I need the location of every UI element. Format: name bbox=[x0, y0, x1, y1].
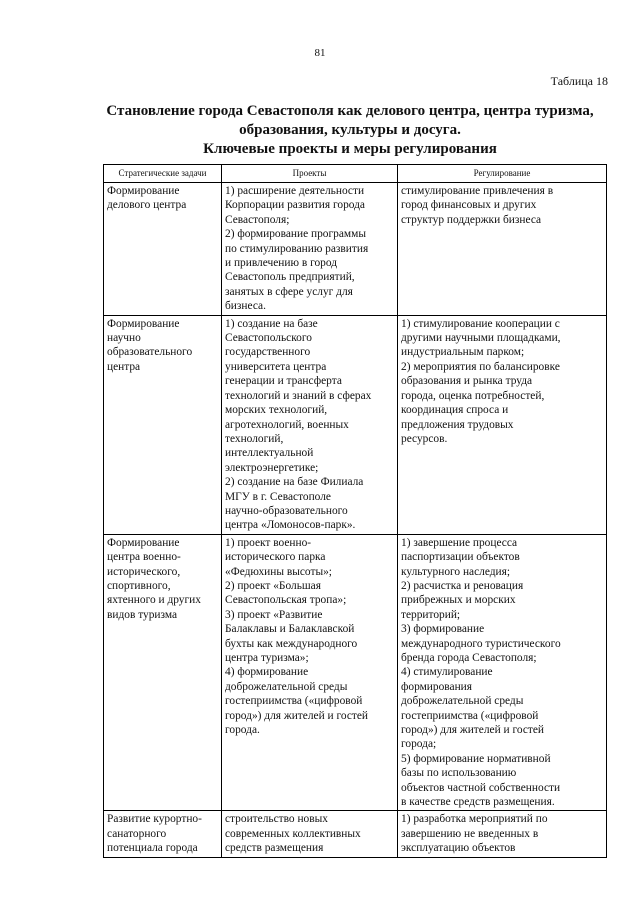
cell-line: 1) разработка мероприятий по bbox=[401, 813, 548, 826]
cell-line: 2) расчистка и реновация bbox=[401, 579, 524, 592]
cell-projects bbox=[222, 534, 398, 811]
cell-line: 4) формирование bbox=[225, 666, 309, 679]
cell-line: город финансовых и других bbox=[401, 199, 537, 212]
cell-line: современных коллективных bbox=[225, 827, 361, 840]
cell-line: государственного bbox=[225, 346, 311, 359]
cell-line: Севастопольского bbox=[225, 332, 312, 345]
cell-regulation bbox=[398, 315, 607, 534]
cell-task bbox=[104, 811, 222, 857]
title-line: Ключевые проекты и меры регулирования bbox=[203, 141, 497, 157]
table-row bbox=[104, 811, 607, 857]
cell-line: морских технологий, bbox=[225, 404, 328, 417]
cell-line: города, оценка потребностей, bbox=[401, 389, 545, 402]
cell-line: центра туризма»; bbox=[225, 652, 309, 664]
cell-line: потенциала города bbox=[107, 842, 198, 855]
cell-line: культурного наследия; bbox=[401, 565, 511, 578]
cell-line: спортивного, bbox=[107, 579, 171, 592]
cell-line: города. bbox=[225, 724, 260, 737]
cell-line: научно bbox=[107, 332, 141, 345]
cell-line: университета центра bbox=[225, 360, 327, 373]
cell-line: генерации и трансферта bbox=[225, 375, 342, 388]
table-row bbox=[104, 183, 607, 316]
cell-line: доброжелательной среды bbox=[401, 695, 524, 708]
cell-regulation bbox=[398, 811, 607, 857]
cell-line: города; bbox=[401, 738, 437, 751]
cell-projects bbox=[222, 183, 398, 316]
cell-line: формирования bbox=[401, 680, 473, 693]
cell-line: научно-образовательного bbox=[225, 504, 348, 517]
cell-line: яхтенного и других bbox=[107, 594, 201, 607]
cell-line: и привлечению в город bbox=[225, 257, 338, 270]
cell-line: электроэнергетике; bbox=[225, 461, 319, 474]
cell-line: Формирование bbox=[107, 317, 180, 330]
cell-line: в качестве средств размещения. bbox=[401, 796, 555, 809]
cell-task bbox=[104, 183, 222, 316]
cell-line: город») для жителей и гостей bbox=[401, 724, 545, 737]
cell-line: предложения трудовых bbox=[401, 418, 514, 431]
table-label: Таблица 18 bbox=[550, 74, 608, 88]
cell-line: центра bbox=[107, 360, 141, 373]
cell-line: видов туризма bbox=[107, 608, 178, 621]
page-number: 81 bbox=[314, 47, 326, 59]
cell-line: образования и рынка труда bbox=[401, 375, 533, 388]
header-regulation: Регулирование bbox=[398, 165, 607, 183]
cell-line: 2) формирование программы bbox=[225, 228, 366, 241]
cell-line: индустриальным парком; bbox=[401, 346, 525, 359]
cell-line: Севастополя; bbox=[225, 213, 290, 226]
cell-line: «Федюхины высоты»; bbox=[225, 565, 332, 578]
cell-line: город») для жителей и гостей bbox=[225, 709, 369, 722]
cell-regulation bbox=[398, 534, 607, 811]
table-header-row bbox=[104, 165, 607, 183]
cell-line: бухты как международного bbox=[225, 637, 358, 650]
cell-line: прибрежных и морских bbox=[401, 594, 516, 607]
cell-line: 4) стимулирование bbox=[401, 666, 493, 679]
table-row bbox=[104, 315, 607, 534]
cell-line: агротехнологий, военных bbox=[225, 418, 349, 431]
cell-line: 1) расширение деятельности bbox=[225, 185, 365, 197]
cell-task bbox=[104, 534, 222, 811]
cell-line: исторического парка bbox=[225, 551, 326, 564]
cell-line: 1) стимулирование кооперации с bbox=[401, 317, 560, 330]
header-tasks: Стратегические задачи bbox=[104, 165, 222, 183]
header-projects: Проекты bbox=[222, 165, 398, 183]
cell-line: бизнеса. bbox=[225, 300, 266, 313]
cell-line: 3) проект «Развитие bbox=[225, 608, 323, 621]
cell-line: строительство новых bbox=[225, 813, 328, 826]
cell-line: 2) проект «Большая bbox=[225, 579, 321, 592]
cell-line: другими научными площадками, bbox=[401, 332, 561, 345]
cell-line: центра военно- bbox=[107, 551, 181, 564]
cell-line: образовательного bbox=[107, 346, 193, 359]
cell-line: гостеприимства («цифровой bbox=[401, 709, 539, 722]
cell-line: Севастополь предприятий, bbox=[225, 271, 355, 284]
cell-line: средств размещения bbox=[225, 842, 324, 855]
cell-line: интеллектуальной bbox=[225, 447, 314, 460]
cell-line: ресурсов. bbox=[401, 432, 448, 445]
cell-line: завершению не введенных в bbox=[401, 827, 539, 840]
cell-line: технологий, bbox=[225, 432, 284, 445]
cell-line: 2) мероприятия по балансировке bbox=[401, 360, 560, 373]
title-line: Становление города Севастополя как делового центра, центра туризма, bbox=[106, 103, 594, 119]
cell-line: гостеприимства («цифровой bbox=[225, 695, 363, 708]
projects-table bbox=[103, 164, 607, 858]
cell-line: исторического, bbox=[107, 565, 181, 578]
cell-line: делового центра bbox=[107, 199, 187, 212]
cell-line: координация спроса и bbox=[401, 404, 509, 417]
cell-line: занятых в сфере услуг для bbox=[225, 285, 353, 298]
cell-line: структур поддержки бизнеса bbox=[401, 213, 542, 226]
cell-line: паспортизации объектов bbox=[401, 551, 520, 564]
cell-line: Формирование bbox=[107, 185, 180, 197]
cell-line: по стимулированию развития bbox=[225, 242, 369, 255]
cell-line: объектов частной собственности bbox=[401, 781, 561, 794]
cell-line: Корпорации развития города bbox=[225, 199, 365, 212]
cell-line: 1) завершение процесса bbox=[401, 536, 518, 549]
table-row bbox=[104, 534, 607, 811]
cell-line: территорий; bbox=[401, 608, 461, 621]
table-title bbox=[90, 102, 610, 159]
cell-line: доброжелательной среды bbox=[225, 680, 348, 693]
cell-regulation bbox=[398, 183, 607, 316]
cell-line: Балаклавы и Балаклавской bbox=[225, 623, 355, 636]
cell-line: международного туристического bbox=[401, 637, 561, 650]
cell-projects bbox=[222, 315, 398, 534]
cell-line: технологий и знаний в сферах bbox=[225, 389, 372, 402]
cell-line: базы по использованию bbox=[401, 767, 517, 780]
title-line: образования, культуры и досуга. bbox=[239, 122, 461, 138]
cell-line: 2) создание на базе Филиала bbox=[225, 476, 364, 489]
cell-task bbox=[104, 315, 222, 534]
cell-line: 1) создание на базе bbox=[225, 317, 318, 330]
cell-line: стимулирование привлечения в bbox=[401, 185, 554, 197]
cell-line: бренда города Севастополя; bbox=[401, 652, 537, 664]
cell-line: 1) проект военно- bbox=[225, 536, 312, 549]
cell-line: Севастопольская тропа»; bbox=[225, 594, 347, 607]
cell-line: Развитие курортно- bbox=[107, 813, 202, 826]
cell-line: МГУ в г. Севастополе bbox=[225, 490, 331, 503]
cell-line: Формирование bbox=[107, 536, 180, 549]
cell-line: центра «Ломоносов-парк». bbox=[225, 519, 356, 532]
cell-line: санаторного bbox=[107, 827, 167, 840]
cell-line: 5) формирование нормативной bbox=[401, 752, 551, 765]
cell-line: эксплуатацию объектов bbox=[401, 842, 516, 855]
cell-line: 3) формирование bbox=[401, 623, 485, 636]
cell-projects bbox=[222, 811, 398, 857]
